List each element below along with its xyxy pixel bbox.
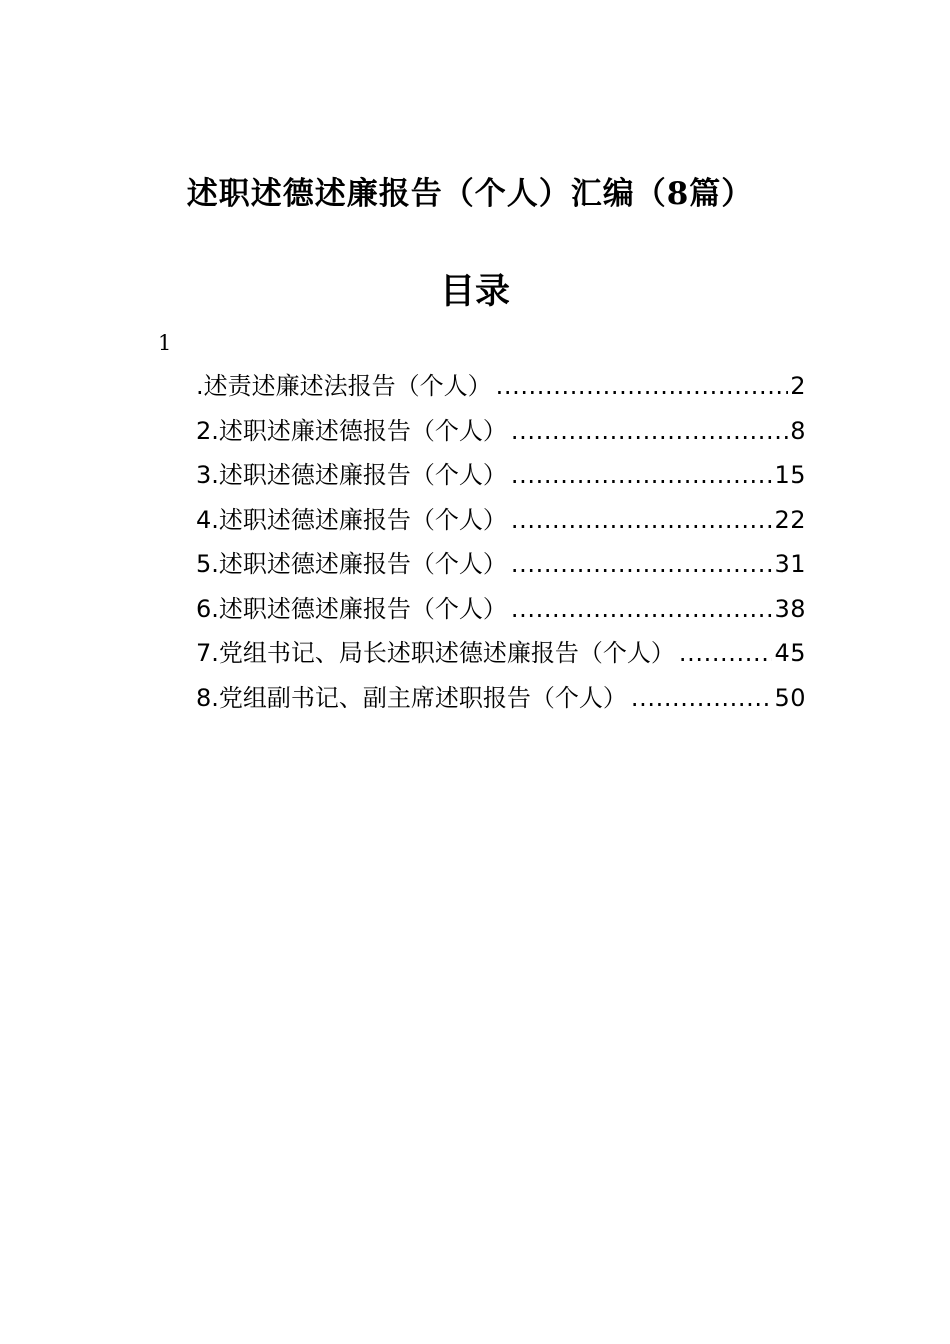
toc-entry-1[interactable] xyxy=(196,364,806,409)
dot-leader xyxy=(631,676,773,720)
toc-entry-page: 50 xyxy=(774,683,806,712)
dot-leader xyxy=(511,453,773,497)
toc-entry-7[interactable] xyxy=(196,631,806,676)
dot-leader xyxy=(511,409,788,453)
toc-entry-page: 2 xyxy=(790,372,806,400)
document-title: 述职述德述廉报告（个人）汇编（8篇） xyxy=(186,176,754,212)
toc-entry-label: 5.述职述德述廉报告（个人） xyxy=(196,550,507,578)
dot-leader xyxy=(511,587,773,631)
toc-entry-label: 3.述职述德述廉报告（个人） xyxy=(196,461,507,489)
toc-entry-page: 15 xyxy=(774,461,806,489)
toc-entry-label: 2.述职述廉述德报告（个人） xyxy=(196,416,507,445)
toc-entry-page: 45 xyxy=(774,639,806,667)
toc-entry-5[interactable] xyxy=(196,542,806,587)
toc-entry-8[interactable] xyxy=(196,676,806,721)
toc-entry-page: 22 xyxy=(774,505,806,534)
toc-entry-2[interactable] xyxy=(196,409,806,454)
dot-leader xyxy=(679,631,773,675)
toc-entry-page: 8 xyxy=(790,416,806,445)
toc-entry-label: 8.党组副书记、副主席述职报告（个人） xyxy=(196,683,627,712)
table-of-contents xyxy=(196,364,806,720)
toc-entry-page: 38 xyxy=(774,594,806,623)
dot-leader xyxy=(511,542,773,586)
dot-leader xyxy=(511,498,773,542)
toc-entry-label: .述责述廉述法报告（个人） xyxy=(196,372,492,400)
toc-entry-4[interactable] xyxy=(196,498,806,543)
toc-entry-3[interactable] xyxy=(196,453,806,498)
toc-entry-label: 6.述职述德述廉报告（个人） xyxy=(196,594,507,623)
toc-entry-page: 31 xyxy=(774,550,806,578)
toc-entry-6[interactable] xyxy=(196,587,806,632)
toc-entry-label: 7.党组书记、局长述职述德述廉报告（个人） xyxy=(196,639,675,667)
toc-entry-label: 4.述职述德述廉报告（个人） xyxy=(196,505,507,534)
dot-leader xyxy=(496,364,789,408)
toc-heading: 目录 xyxy=(439,271,510,312)
list-number-fragment: 1 xyxy=(158,331,172,355)
